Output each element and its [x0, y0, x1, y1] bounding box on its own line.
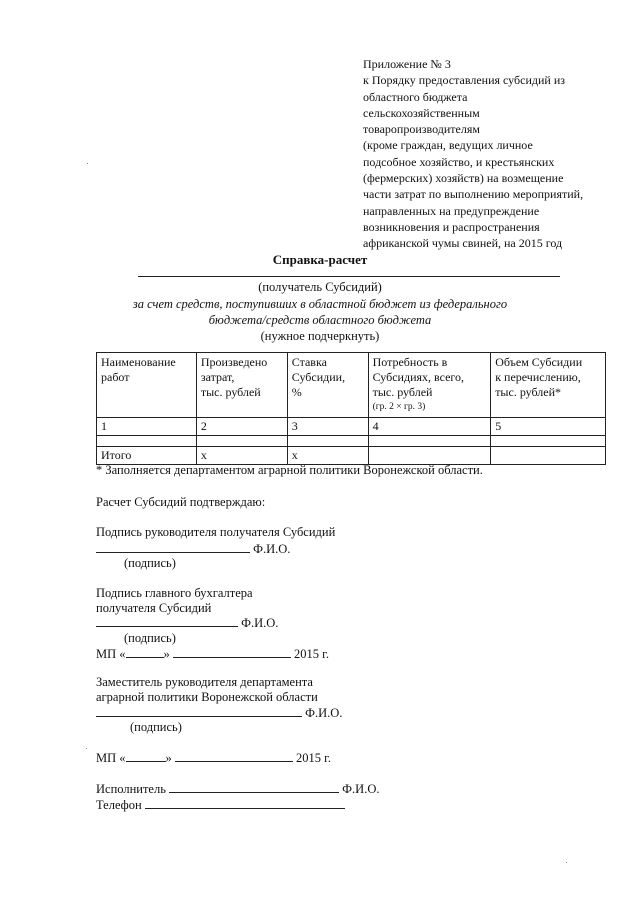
confirm-text: Расчет Субсидий подтверждаю: [96, 495, 266, 509]
column-number: 3 [287, 418, 368, 436]
document-title: Справка-расчет [272, 252, 368, 267]
sig2-caption: (подпись) [124, 631, 176, 645]
mp1-mid: » [163, 647, 170, 661]
column-number: 5 [491, 418, 606, 436]
table-total-row [97, 447, 606, 465]
appendix-line: сельскохозяйственным [363, 105, 480, 120]
appendix-line: подсобное хозяйство, и крестьянских [363, 154, 555, 169]
header-cell-volume: Объем Субсидии к перечислению, тыс. рублей* [491, 353, 606, 418]
sig3-caption: (подпись) [130, 720, 182, 734]
executor-row [96, 781, 379, 797]
signature-line [96, 541, 250, 553]
sig3-label-2: аграрной политики Воронежской области [96, 690, 318, 704]
total-label: Итого [97, 447, 197, 465]
sig2-label-2: получателя Субсидий [96, 601, 212, 615]
month-line [173, 646, 291, 658]
sig2-line-row [96, 615, 278, 631]
header-cell-need: Потребность в Субсидиях, всего, тыс. рублей (гр. 2 × гр. 3) [368, 353, 491, 418]
appendix-line: к Порядку предоставления субсидий из [363, 73, 565, 88]
scan-speck [86, 748, 87, 749]
recipient-line [138, 276, 560, 277]
sig1-line-row [96, 541, 290, 557]
formula-note: (гр. 2 × гр. 3) [372, 402, 426, 412]
executor-label: Исполнитель [96, 782, 166, 796]
phone-line [145, 797, 345, 809]
table-cell [287, 436, 368, 447]
phone-label: Телефон [96, 798, 142, 812]
table-cell [368, 447, 491, 465]
header-cell-rate: Ставка Субсидии, % [287, 353, 368, 418]
sig2-fio: Ф.И.О. [241, 616, 279, 630]
table-cell [97, 436, 197, 447]
mp2-mid: » [165, 751, 172, 765]
table-cell [196, 436, 287, 447]
table-row [97, 436, 606, 447]
table-cell [368, 436, 491, 447]
sig3-fio: Ф.И.О. [305, 706, 343, 720]
table-cell: x [287, 447, 368, 465]
mp2-prefix: МП « [96, 751, 126, 765]
header-cell-costs: Произведено затрат, тыс. рублей [196, 353, 287, 418]
mp1-row [96, 646, 329, 662]
underline-note: (нужное подчеркнуть) [260, 329, 380, 343]
sig2-label-1: Подпись главного бухгалтера [96, 586, 253, 600]
day-line [126, 750, 166, 762]
funding-line-1: за счет средств, поступивших в областной бюджет из федерального [132, 297, 508, 311]
mp2-row [96, 750, 331, 766]
executor-line [169, 781, 339, 793]
funding-line-2: бюджета/средств областного бюджета [208, 313, 432, 327]
table-row [97, 418, 606, 436]
mp1-prefix: МП « [96, 647, 126, 661]
table-cell: x [196, 447, 287, 465]
scan-speck [87, 163, 88, 164]
footnote: * Заполняется департаментом аграрной политики Воронежской области. [96, 463, 483, 477]
appendix-line: областного бюджета [363, 89, 468, 104]
signature-line [96, 615, 238, 627]
sig1-fio: Ф.И.О. [253, 542, 291, 556]
appendix-line: (фермерских) хозяйств) на возмещение [363, 171, 564, 186]
column-number: 4 [368, 418, 491, 436]
appendix-line: товаропроизводителям [363, 122, 480, 137]
sig1-caption: (подпись) [124, 556, 176, 570]
signature-line [96, 705, 302, 717]
executor-fio: Ф.И.О. [342, 782, 380, 796]
month-line [175, 750, 293, 762]
appendix-line: африканской чумы свиней, на 2015 год [363, 236, 563, 251]
table-cell [491, 436, 606, 447]
calculation-table [96, 352, 606, 465]
sig1-label: Подпись руководителя получателя Субсидий [96, 525, 336, 539]
recipient-caption: (получатель Субсидий) [258, 280, 382, 294]
appendix-line: возникновения и распространения [363, 219, 540, 234]
appendix-line: направленных на предупреждение [363, 203, 540, 218]
mp2-year: 2015 г. [296, 751, 331, 765]
scan-speck [566, 862, 567, 863]
appendix-line: (кроме граждан, ведущих личное [363, 138, 533, 153]
appendix-line: Приложение № 3 [363, 57, 451, 71]
phone-row [96, 797, 345, 813]
appendix-line: части затрат по выполнению мероприятий, [363, 187, 584, 202]
day-line [126, 646, 164, 658]
sig3-label-1: Заместитель руководителя департамента [96, 675, 313, 689]
appendix-header [363, 56, 583, 252]
header-cell-name: Наименование работ [97, 353, 197, 418]
column-number: 1 [97, 418, 197, 436]
table-cell [491, 447, 606, 465]
sig3-line-row [96, 705, 342, 721]
column-number: 2 [196, 418, 287, 436]
mp1-year: 2015 г. [294, 647, 329, 661]
table-header-row [97, 353, 606, 418]
